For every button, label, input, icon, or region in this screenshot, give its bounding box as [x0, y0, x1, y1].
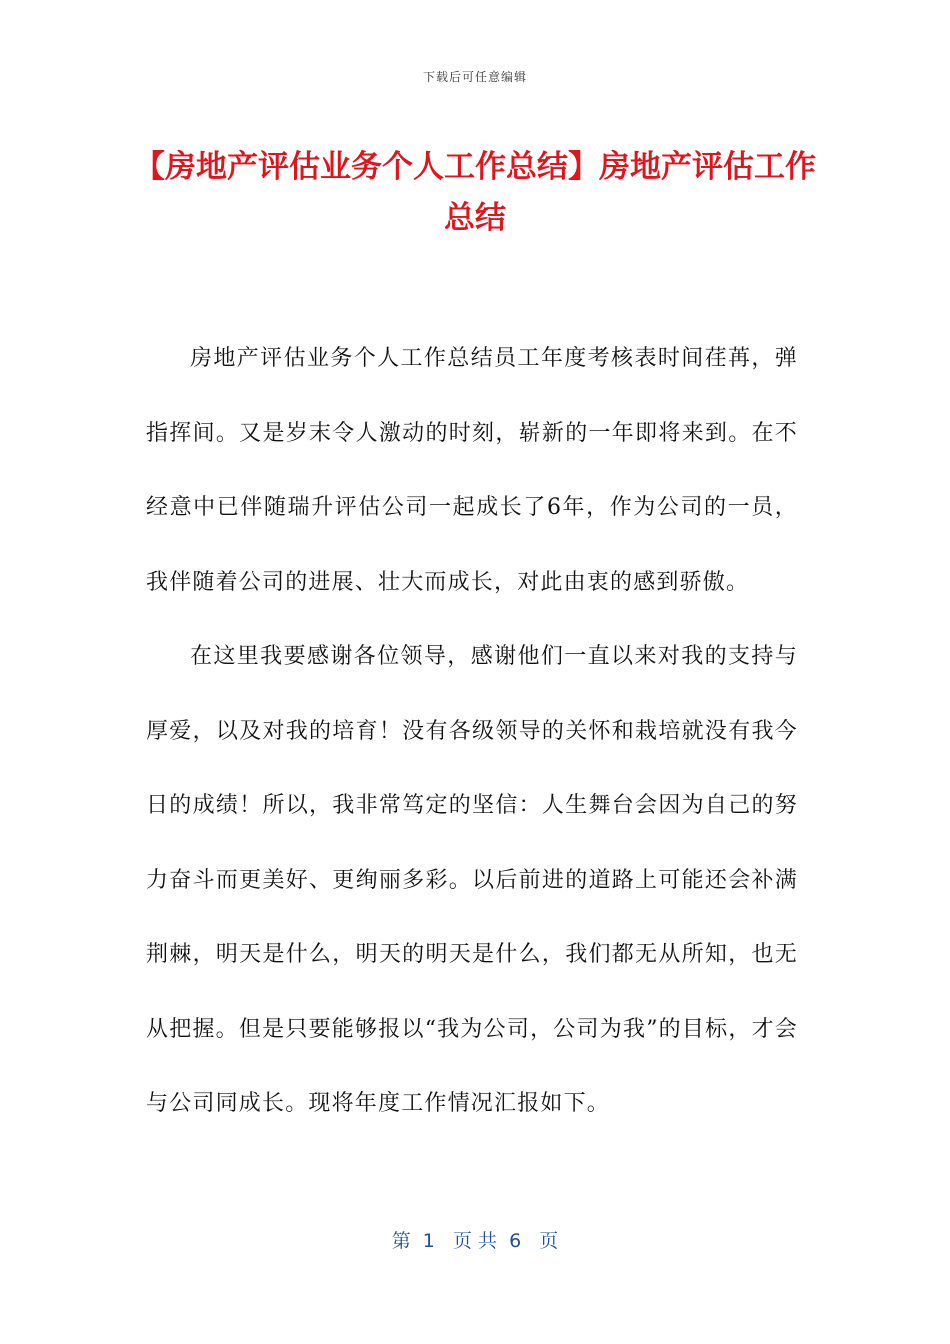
document-body: [146, 322, 798, 1142]
document-title: 【房地产评估业务个人工作总结】房地产评估工作总结: [134, 149, 816, 236]
header-note: 下载后可任意编辑: [422, 70, 527, 84]
page-number: 第 1 页 共 6 页: [391, 1230, 559, 1252]
paragraph: 在这里我要感谢各位领导，感谢他们一直以来对我的支持与厚爱，以及对我的培育！没有各级领导的关怀和栽培就没有我今日的成绩！所以，我非常笃定的坚信：人生舞台会因为自己的努力奋斗而更美好、更绚丽多彩。以后前进的道路上可能还会补满荆棘，明天是什么，明天的明天是什么，我们都无从所知，也无从把握。但是只要能够报以“我为公司，公司为我”的目标，才会与公司同成长。现将年度工作情况汇报如下。: [146, 644, 798, 1116]
paragraph: 房地产评估业务个人工作总结员工年度考核表时间荏苒，弹指挥间。又是岁末令人激动的时刻，崭新的一年即将来到。在不经意中已伴随瑞升评估公司一起成长了6年，作为公司的一员，我伴随着公司的进展、壮大而成长，对此由衷的感到骄傲。: [146, 346, 798, 595]
